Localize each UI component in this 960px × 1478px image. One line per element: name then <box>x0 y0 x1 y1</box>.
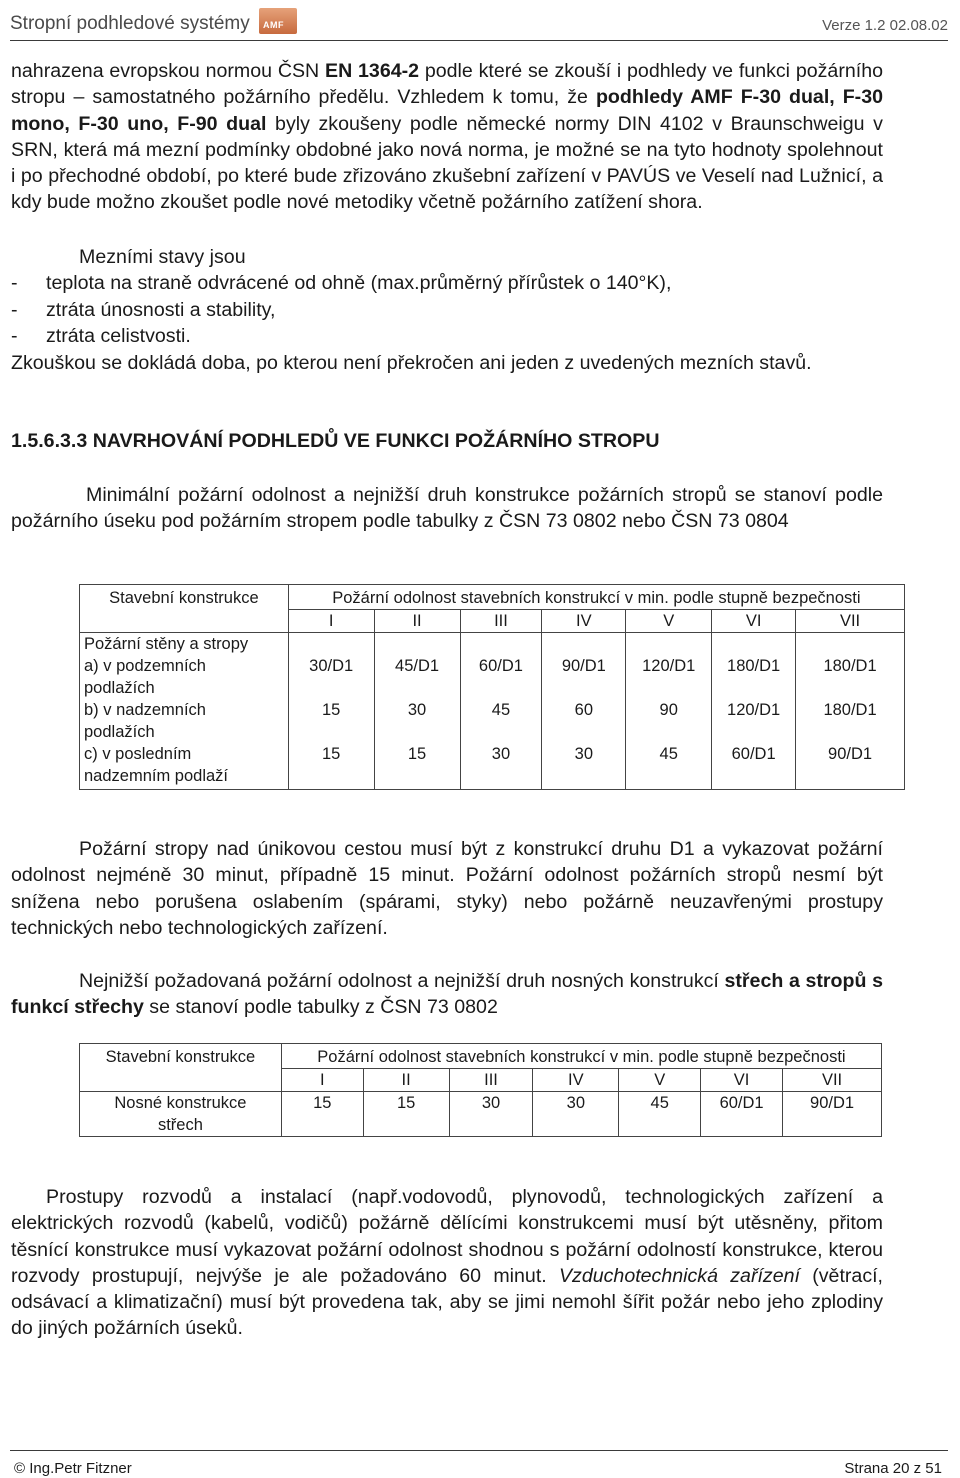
table-col-header: Stavební konstrukce <box>80 1044 282 1092</box>
amf-logo-icon <box>259 8 297 34</box>
roof-fire-resistance-table <box>79 1043 882 1137</box>
intro-text-e: byly zkoušeny podle německé normy DIN 4102 v Braunschweigu v SRN, která má mezní podmínky obdobné jako nová norma, je možné se na tyto hodnoty spolehnout i po přechodné období, po které bude zřizováno zkušební zařízení v PAVÚS ve Veselí nad Lužnicí, a kdy bude možno zkoušet podle nové metodiky včetně požárního zatížení shora. <box>11 112 883 214</box>
limit-item: - teplota na straně odvrácené od ohně (max.průměrný přírůstek o 140°K), <box>11 272 672 295</box>
limit-item: - ztráta celistvosti. <box>11 324 191 347</box>
intro-paragraph <box>11 58 883 216</box>
header-version: Verze 1.2 02.08.02 <box>822 17 948 34</box>
table-degrees-row: I II III IV V VI VII <box>80 1069 882 1092</box>
escape-route-paragraph: Požární stropy nad únikovou cestou musí být z konstrukcí druhu D1 a vykazovat požární odolnost nejméně 30 minut, případně 15 minut. Požární odolnost požárních stropů nesmí být snížena nebo porušena oslabením (spárami, styky) nebo požárně neuzavřenými prostupy technických nebo technologických zařízení. <box>11 838 883 939</box>
penetrations-paragraph: Prostupy rozvodů a instalací (např.vodovodů, plynovodů, technologických zařízení a elektrických rozvodů (kabelů, vodičů) požárně dělícími konstrukcemi musí být utěsněny, přitom těsnící konstrukce musí vykazovat požární odolnost shodnou s požární odolností konstrukce, kterou rozvody prostupují, nejvýše je ale požadováno 60 minut. Vzduchotechnická zařízení (větrací, odsávací a klimatizační) musí být provedena tak, aby se jimi nemohl šířit požár nebo jeho zplodiny do jiných požárních úseků. <box>11 1186 884 1340</box>
header-title: Stropní podhledové systémy <box>10 13 250 34</box>
intro-norm: EN 1364-2 <box>325 60 420 82</box>
page-header <box>10 8 948 41</box>
section-paragraph: Minimální požární odolnost a nejnižší druh konstrukce požárních stropů se stanoví podle požárního úseku pod požárním stropem podle tabulky z ČSN 73 0802 nebo ČSN 73 0804 <box>11 484 883 533</box>
table-group-header: Požární odolnost stavebních konstrukcí v min. podle stupně bezpečnosti <box>288 585 904 610</box>
table-row: Požární stěny a stropy a) v podzemních podlažích b) v nadzemních podlažích c) v posledním nadzemním podlaží 30/D1 15 15 45/D1 30 15 60/D1 45 30 90/D1 60 30 120/D1 90 45 180/D1 120/D1 60/D1 180/D1 180/D1 90/D1 <box>80 633 905 790</box>
hvac-emphasis: Vzduchotechnická zařízení <box>558 1264 800 1287</box>
table-degrees-row: I II III IV V VI VII <box>80 610 905 633</box>
footer-author: © Ing.Petr Fitzner <box>14 1460 132 1477</box>
page-footer <box>10 1450 948 1477</box>
limits-title: Mezními stavy jsou <box>79 246 246 268</box>
section-heading: 1.5.6.3.3 NAVRHOVÁNÍ PODHLEDŮ VE FUNKCI POŽÁRNÍHO STROPU <box>11 430 660 452</box>
table-group-header: Požární odolnost stavebních konstrukcí v min. podle stupně bezpečnosti <box>281 1044 881 1069</box>
limit-item: - ztráta únosnosti a stability, <box>11 298 276 321</box>
intro-text-c: podle které se zkouší i podhledy ve funkci požárního stropu – samostatného požárního předělu. Vzhledem k tomu, že <box>11 60 883 109</box>
section-heading-block <box>11 428 883 454</box>
intro-products: podhledy AMF F-30 dual, F-30 mono, F-30 uno, F-90 dual <box>11 86 883 135</box>
table-col-header: Stavební konstrukce <box>80 585 289 633</box>
intro-text-a: nahrazena evropskou normou ČSN <box>11 60 326 82</box>
roof-paragraph: Nejnižší požadovaná požární odolnost a nejnižší druh nosných konstrukcí střech a stropů s funkcí střechy se stanoví podle tabulky z ČSN 73 0802 <box>11 970 883 1019</box>
fire-resistance-table <box>79 584 905 790</box>
limits-block <box>11 244 883 349</box>
roof-emphasis: střech a stropů s funkcí střechy <box>11 970 883 1019</box>
row-title: Požární stěny a stropy <box>84 635 249 653</box>
test-paragraph: Zkouškou se dokládá doba, po kterou není překročen ani jeden z uvedených mezních stavů. <box>11 352 812 374</box>
logo-text: AMF <box>263 20 284 30</box>
table-row: Nosné konstrukce střech 15 15 30 30 45 60/D1 90/D1 <box>80 1092 882 1137</box>
footer-page-number: Strana 20 z 51 <box>844 1460 942 1477</box>
